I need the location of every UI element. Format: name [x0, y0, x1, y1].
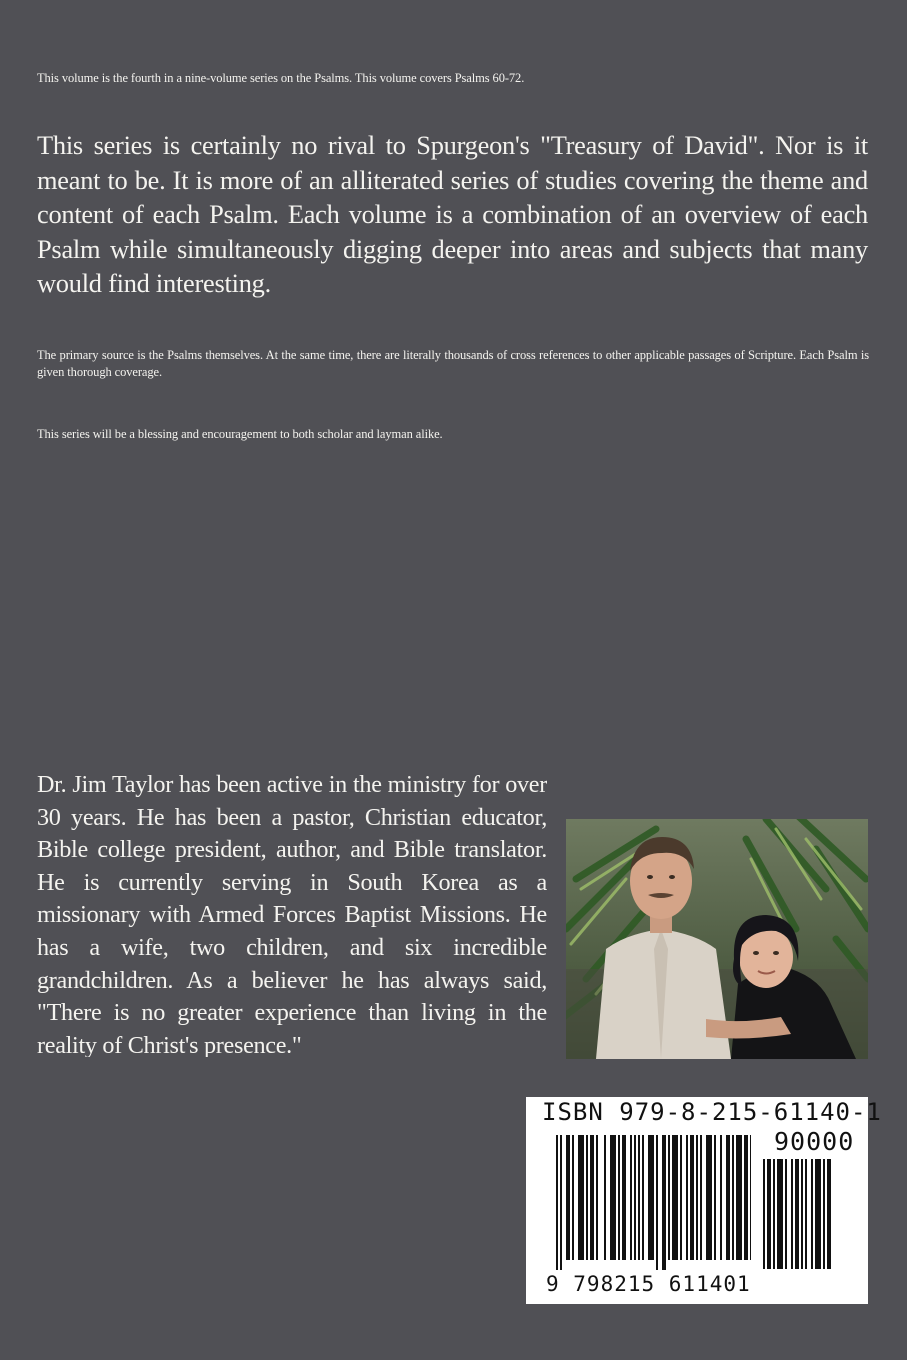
price-code: 90000 — [774, 1127, 855, 1156]
addon-barcode-bars — [763, 1159, 853, 1274]
barcode-bar — [672, 1135, 678, 1260]
barcode-bar — [767, 1159, 771, 1269]
barcode-bar — [596, 1135, 598, 1260]
barcode-bar — [732, 1135, 734, 1260]
barcode-bar — [750, 1135, 751, 1260]
barcode-bar — [736, 1135, 742, 1260]
barcode-bar — [815, 1159, 821, 1269]
barcode-bar — [662, 1135, 666, 1270]
barcode-bar — [811, 1159, 813, 1269]
barcode-bar — [642, 1135, 644, 1260]
barcode-bar — [700, 1135, 702, 1260]
barcode-bar — [630, 1135, 632, 1260]
barcode-bar — [578, 1135, 584, 1260]
barcode-bar — [638, 1135, 640, 1260]
barcode-bar — [795, 1159, 799, 1269]
barcode-bar — [686, 1135, 688, 1260]
barcode-bar — [823, 1159, 825, 1269]
barcode-bar — [744, 1135, 748, 1260]
barcode-bar — [610, 1135, 616, 1260]
isbn-label: ISBN 979-8-215-61140-1 — [542, 1098, 882, 1126]
barcode-bar — [680, 1135, 682, 1260]
ean-barcode-bars — [556, 1135, 751, 1275]
barcode-bar — [648, 1135, 654, 1260]
author-photo-image — [566, 819, 868, 1059]
barcode-bar — [560, 1135, 562, 1270]
barcode-bar — [720, 1135, 722, 1260]
primary-source-note: The primary source is the Psalms themselves. At the same time, there are literally thousands of cross references to other applicable passages of Scripture. Each Psalm is given thorough coverage. — [37, 348, 869, 379]
author-bio: Dr. Jim Taylor has been active in the ministry for over 30 years. He has been a pastor, Christian educator, Bible college president, author, and Bible translator. He is currently serving in South Korea as a missionary with Armed Forces Baptist Missions. He has a wife, two children, and six incredible grandchildren. As a believer he has always said, "There is no greater experience than living in the reality of Christ's presence." — [37, 771, 547, 1057]
barcode-bar — [777, 1159, 783, 1269]
barcode-bar — [586, 1135, 588, 1260]
barcode-bar — [634, 1135, 636, 1260]
barcode-bar — [604, 1135, 606, 1260]
barcode-bar — [656, 1135, 658, 1270]
barcode-bar — [763, 1159, 765, 1269]
barcode-bar — [801, 1159, 803, 1269]
barcode-bar — [785, 1159, 787, 1269]
barcode-bar — [714, 1135, 716, 1260]
barcode-bar — [690, 1135, 694, 1260]
barcode-bar — [566, 1135, 570, 1260]
barcode-bar — [696, 1135, 698, 1260]
barcode-bar — [668, 1135, 670, 1260]
series-volume-note: This volume is the fourth in a nine-volume series on the Psalms. This volume covers Psalms 60-72. — [37, 71, 525, 85]
series-description: This series is certainly no rival to Spurgeon's "Treasury of David". Nor is it meant to be. It is more of an alliterated series of studies covering the theme and content of each Psalm. Each volume is a combination of an overview of each Psalm while simultaneously digging deeper into areas and subjects that many would find interesting. — [37, 130, 868, 298]
barcode-bar — [791, 1159, 793, 1269]
author-photo — [566, 819, 868, 1059]
barcode-bar — [556, 1135, 558, 1270]
barcode-bar — [726, 1135, 730, 1260]
barcode-bar — [590, 1135, 594, 1260]
isbn-barcode — [526, 1097, 882, 1304]
barcode-bar — [706, 1135, 712, 1260]
barcode-bar — [827, 1159, 831, 1269]
barcode-bar — [618, 1135, 620, 1260]
barcode-bar — [805, 1159, 807, 1269]
blessing-note: This series will be a blessing and encouragement to both scholar and layman alike. — [37, 427, 443, 441]
barcode-bar — [572, 1135, 574, 1260]
ean-digits: 9 798215 611401 — [546, 1272, 751, 1296]
barcode-bar — [773, 1159, 775, 1269]
barcode-bar — [622, 1135, 626, 1260]
